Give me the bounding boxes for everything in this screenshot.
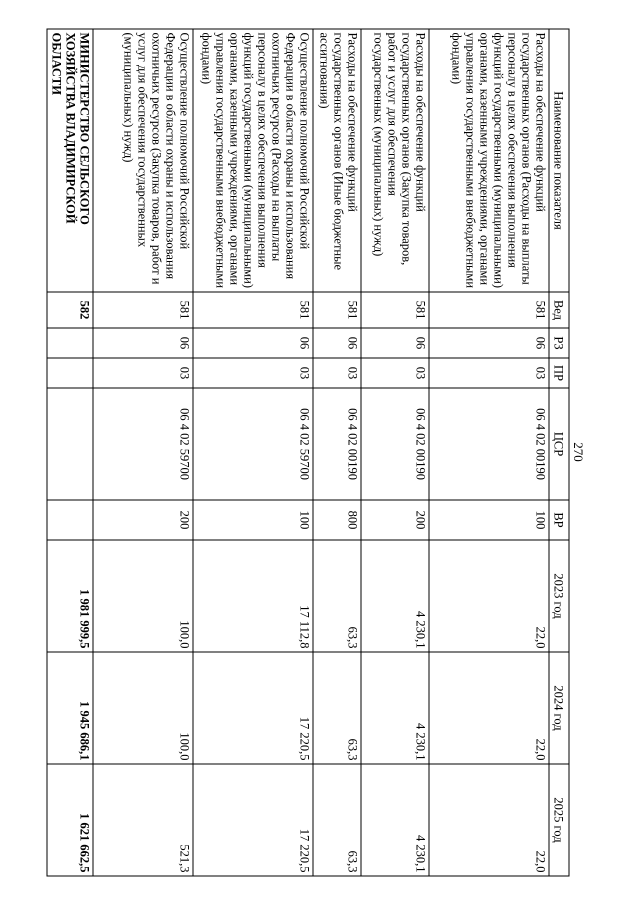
row-ved: 581 [429,292,549,328]
row-rz [47,328,93,358]
header-2025: 2025 год [549,764,569,876]
row-csr: 06 4 02 59700 [93,388,193,500]
table-row [313,29,361,876]
row-2025: 17 220,5 [193,764,313,876]
row-name: Осуществление полномочий Российской Федерации в области охраны и использования охотничьих ресурсов (Закупка товаров, работ и услуг для обеспечения государственных (муниципальных) нужд) [93,29,193,292]
row-2023: 22,0 [429,540,549,652]
row-vr: 100 [193,500,313,540]
budget-table-rotated [47,29,570,876]
row-2025: 22,0 [429,764,549,876]
table-header-row [549,29,569,876]
row-2025: 1 621 662,5 [47,764,93,876]
row-csr: 06 4 02 00190 [313,388,361,500]
row-2024: 22,0 [429,652,549,764]
row-rz: 06 [313,328,361,358]
row-vr: 100 [429,500,549,540]
row-2023: 1 981 999,5 [47,540,93,652]
row-2023: 17 112,8 [193,540,313,652]
table-row [429,29,549,876]
header-vr: ВР [549,500,569,540]
row-name: Расходы на обеспечение функций государственных органов (Иные бюджетные ассигнования) [313,29,361,292]
header-2023: 2023 год [549,540,569,652]
row-name: Расходы на обеспечение функций государственных органов (Расходы на выплаты персоналу в целях обеспечения выполнения функций государственными (муниципальными) органами, казенными учреждениями, органами управления государственными внебюджетными фондами) [429,29,549,292]
row-csr [47,388,93,500]
row-2023: 100,0 [93,540,193,652]
row-rz: 06 [193,328,313,358]
row-2023: 63,3 [313,540,361,652]
table-row [93,29,193,876]
table-row-ministry [47,29,93,876]
row-2023: 4 230,1 [361,540,429,652]
row-pr: 03 [313,358,361,388]
page-number: 270 [571,442,586,462]
row-2025: 63,3 [313,764,361,876]
row-rz: 06 [93,328,193,358]
header-csr: ЦСР [549,388,569,500]
row-pr: 03 [193,358,313,388]
row-vr: 200 [93,500,193,540]
row-vr: 800 [313,500,361,540]
table-row [361,29,429,876]
budget-table [47,29,570,877]
row-pr: 03 [429,358,549,388]
header-name: Наименование показателя [549,29,569,292]
row-vr [47,500,93,540]
row-name: Осуществление полномочий Российской Федерации в области охраны и использования охотничьих ресурсов (Расходы на выплаты персоналу в целях обеспечения выполнения функций государственными (муниципальными) органами, казенными учреждениями, органами управления государственными внебюджетными фондами) [193,29,313,292]
row-csr: 06 4 02 59700 [193,388,313,500]
header-ved: Вед [549,292,569,328]
row-pr [47,358,93,388]
row-2024: 1 945 686,1 [47,652,93,764]
row-ved: 581 [313,292,361,328]
row-2024: 17 220,5 [193,652,313,764]
row-csr: 06 4 02 00190 [429,388,549,500]
table-row [193,29,313,876]
row-name: Расходы на обеспечение функций государственных органов (Закупка товаров, работ и услуг для обеспечения государственных (муниципальных) нужд) [361,29,429,292]
row-rz: 06 [429,328,549,358]
row-vr: 200 [361,500,429,540]
row-2025: 521,3 [93,764,193,876]
row-2024: 100,0 [93,652,193,764]
row-ved: 581 [193,292,313,328]
row-2025: 4 230,1 [361,764,429,876]
header-2024: 2024 год [549,652,569,764]
row-pr: 03 [93,358,193,388]
header-rz: РЗ [549,328,569,358]
row-pr: 03 [361,358,429,388]
row-2024: 63,3 [313,652,361,764]
row-rz: 06 [361,328,429,358]
row-csr: 06 4 02 00190 [361,388,429,500]
row-ved: 582 [47,292,93,328]
header-pr: ПР [549,358,569,388]
row-ved: 581 [93,292,193,328]
row-name: МИНИСТЕРСТВО СЕЛЬСКОГО ХОЗЯЙСТВА ВЛАДИМИРСКОЙ ОБЛАСТИ [47,29,93,292]
row-ved: 581 [361,292,429,328]
row-2024: 4 230,1 [361,652,429,764]
